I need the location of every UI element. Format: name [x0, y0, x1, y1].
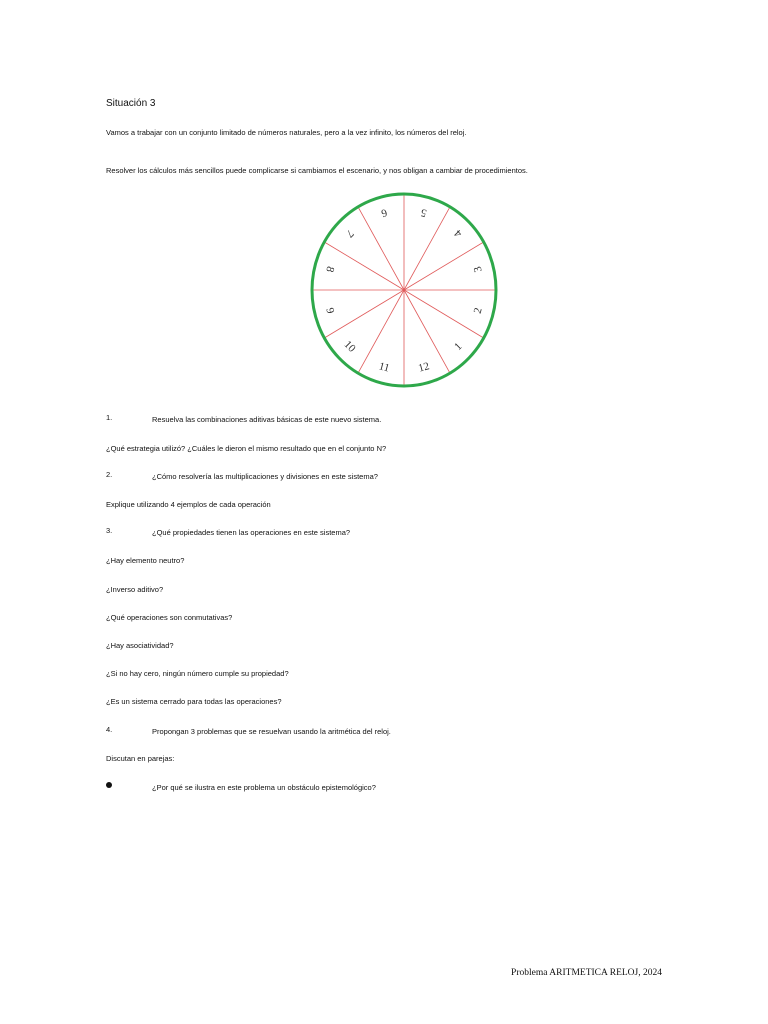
clock-diagram	[310, 192, 498, 390]
bullet-dot	[106, 782, 112, 788]
clock-number-8: 8	[323, 265, 337, 274]
question-asociatividad: ¿Hay asociatividad?	[106, 641, 174, 650]
discutan-text: Discutan en parejas:	[106, 754, 175, 763]
clock-number-11: 11	[377, 360, 391, 375]
item-2-number: 2.	[106, 470, 113, 479]
clock-spoke	[324, 290, 404, 338]
intro-paragraph: Vamos a trabajar con un conjunto limitado de números naturales, pero a la vez infinito, los números del reloj.	[106, 128, 467, 137]
question-inverso: ¿Inverso aditivo?	[106, 585, 164, 594]
item-1-number: 1.	[106, 413, 113, 422]
item-3-number: 3.	[106, 526, 113, 535]
item-4-number: 4.	[106, 725, 113, 734]
bullet-question: ¿Por qué se ilustra en este problema un obstáculo epistemológico?	[152, 783, 376, 792]
page-title: Situación 3	[106, 98, 156, 109]
page-footer: Problema ARITMETICA RELOJ, 2024	[511, 968, 662, 978]
clock-number-12: 12	[417, 360, 431, 375]
clock-spoke	[324, 242, 404, 290]
clock-spoke	[404, 290, 484, 338]
question-cerrado: ¿Es un sistema cerrado para todas las operaciones?	[106, 697, 282, 706]
clock-number-6: 6	[379, 206, 389, 220]
clock-number-7: 7	[343, 227, 356, 240]
explique-text: Explique utilizando 4 ejemplos de cada operación	[106, 500, 271, 509]
clock-spoke	[404, 242, 484, 290]
item-1-text: Resuelva las combinaciones aditivas básicas de este nuevo sistema.	[152, 415, 382, 424]
clock-number-9: 9	[323, 306, 337, 315]
item-3-text: ¿Qué propiedades tienen las operaciones en este sistema?	[152, 528, 351, 537]
resolver-paragraph: Resolver los cálculos más sencillos puede complicarse si cambiamos el escenario, y nos obligan a cambiar de procedimientos.	[106, 166, 528, 175]
clock-number-2: 2	[471, 306, 485, 315]
question-cero: ¿Si no hay cero, ningún número cumple su propiedad?	[106, 669, 289, 678]
question-estrategia: ¿Qué estrategia utilizó? ¿Cuáles le dieron el mismo resultado que en el conjunto N?	[106, 444, 387, 453]
clock-number-5: 5	[419, 206, 429, 220]
clock-number-4: 4	[452, 227, 465, 240]
clock-spoke	[358, 207, 404, 290]
question-conmutativas: ¿Qué operaciones son conmutativas?	[106, 613, 233, 622]
clock-number-3: 3	[471, 265, 485, 274]
clock-number-10: 10	[341, 338, 358, 355]
question-neutro: ¿Hay elemento neutro?	[106, 556, 185, 565]
item-4-text: Propongan 3 problemas que se resuelvan usando la aritmética del reloj.	[152, 727, 391, 736]
clock-spoke	[404, 207, 450, 290]
clock-number-1: 1	[452, 340, 465, 353]
item-2-text: ¿Cómo resolvería las multiplicaciones y divisiones en este sistema?	[152, 472, 378, 481]
